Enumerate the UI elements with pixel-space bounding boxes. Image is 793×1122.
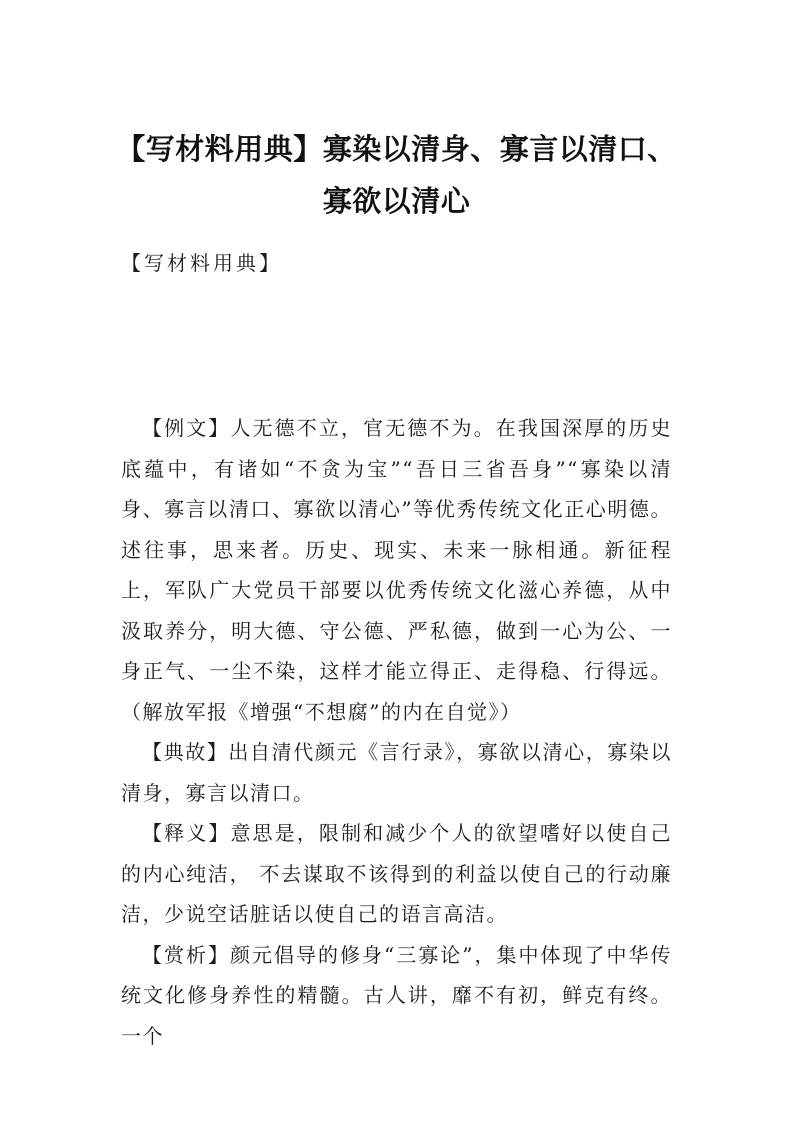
paragraph-appreciation [121, 935, 672, 1057]
paragraph-label: 【释义】 [142, 821, 231, 845]
paragraph-label: 【例文】 [142, 416, 231, 440]
document-body [121, 408, 672, 1056]
paragraph-text: 人无德不立，官无德不为。在我国深厚的历史底蕴中，有诸如“不贪为宝”“吾日三省吾身”“寡染以清身、寡言以清口、寡欲以清心”等优秀传统文化正心明德。述往事，思来者。历史、现实、未来一脉相通。新征程上，军队广大党员干部要以优秀传统文化滋心养德，从中汲取养分，明大德、守公德、严私德，做到一心为公、一身正气、一尘不染，这样才能立得正、走得稳、行得远。（解放军报《增强“不想腐”的内在自觉》） [121, 416, 673, 724]
title-line-1: 【写材料用典】寡染以清身、寡言以清口、 [116, 132, 677, 166]
paragraph-text: 意思是，限制和减少个人的欲望嗜好以使自己的内心纯洁， 不去谋取不该得到的利益以使自己的行动廉洁，少说空话脏话以使自己的语言高洁。 [121, 821, 673, 926]
paragraph-interpretation [121, 813, 672, 935]
paragraph-text: 出自清代颜元《言行录》，寡欲以清心，寡染以清身，寡言以清口。 [121, 740, 673, 805]
paragraph-allusion [121, 732, 672, 813]
paragraph-label: 【典故】 [142, 740, 229, 764]
paragraph-text: 颜元倡导的修身“三寡论”，集中体现了中华传统文化修身养性的精髓。古人讲，靡不有初，鲜克有终。一个 [121, 942, 673, 1048]
document-title [100, 123, 693, 227]
title-line-2: 寡欲以清心 [322, 184, 471, 218]
paragraph-example [121, 408, 672, 732]
category-tag: 【写材料用典】 [121, 251, 282, 275]
paragraph-label: 【赏析】 [142, 942, 231, 967]
